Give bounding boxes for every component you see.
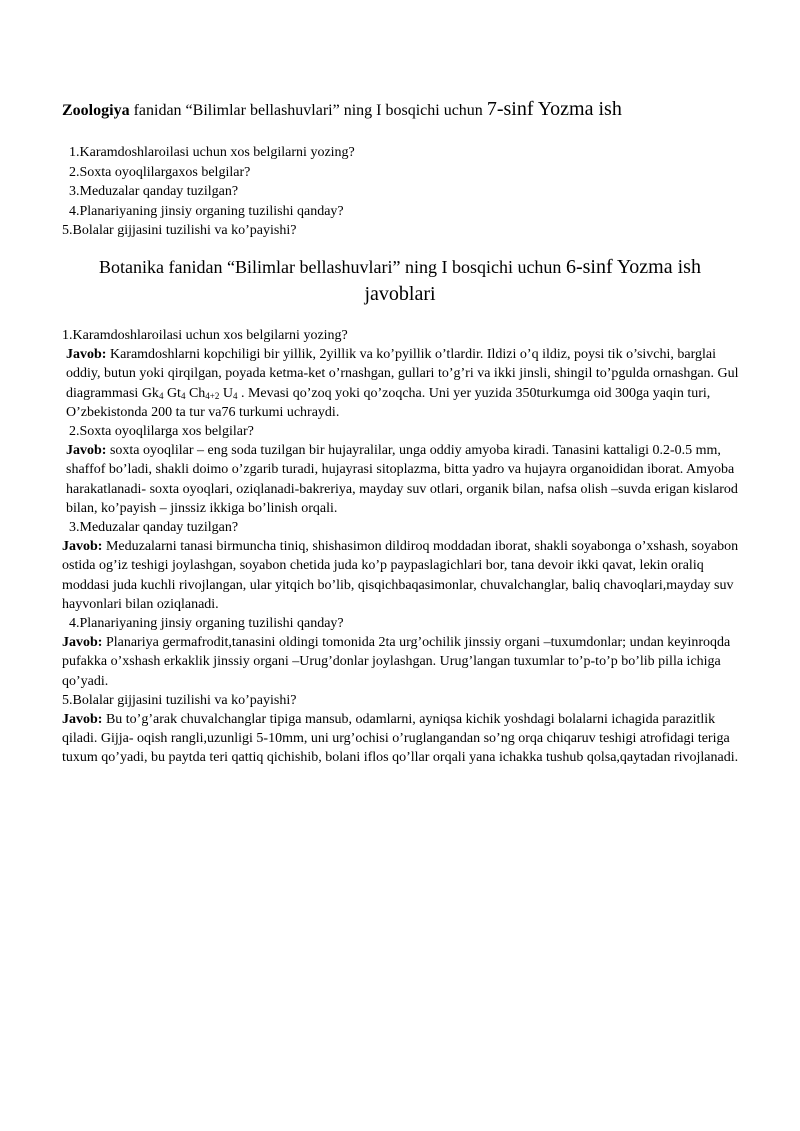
title-text: fanidan “Bilimlar bellashuvlari” ning I bosqichi uchun — [129, 102, 487, 119]
answer-text: soxta oyoqlilar – eng soda tuzilgan bir hujayralilar, unga oddiy amyoba kiradi. Tanasini kattaligi 0.2-0.5 mm, shaffof bo’ladi, shakli doimo o’zgarib turadi, hujayrasi sitoplazma, bitta yadro va hujayra organoididan iborat. Amyoba harakatlanadi- soxta oyoqlari, oziqlanadi-bakreriya, mayday suv otlari, organik bilan, nafsa olish –suvda erigan kislarod bilan, ko’payish – jinssiz ikkiga bo’linish orqali. — [66, 443, 738, 516]
answer-paragraph — [62, 441, 742, 518]
question-list — [62, 143, 355, 241]
answers-title-text: Botanika fanidan “Bilimlar bellashuvlari” ning I bosqichi uchun — [99, 257, 566, 277]
javob-label: Javob: — [66, 443, 107, 459]
answers-body — [62, 326, 742, 768]
answers-title — [62, 254, 738, 308]
answer-question: 1.Karamdoshlaroilasi uchun xos belgilarni yozing? — [62, 328, 348, 343]
answers-title-subtitle: javoblari — [364, 283, 436, 305]
javob-label: Javob: — [62, 539, 103, 555]
question-item: 2.Soxta oyoqlilargaxos belgilar? — [69, 164, 251, 180]
answer-paragraph — [62, 710, 742, 768]
answer-text: . Mevasi qo’zoq yoki qo’zoqcha. Uni yer yuzida 350turkumga oid 300ga yaqin turi, O’zbekistonda 200 ta tur va76 turkumi uchraydi. — [66, 385, 711, 420]
answer-text: Planariya germafrodit,tanasini oldingi tomonida 2ta urg’ochilik jinssiy organi –tuxumdonlar; undan keyinroqda pufakka o’xshash erkaklik jinssiy organi –Urug’donlar joylashgan. Urug’langan tuxumlar to’p-to’p bo’lib pilla ichiga qo’yadi. — [62, 635, 731, 689]
javob-label: Javob: — [62, 712, 103, 728]
question-item: 1.Karamdoshlaroilasi uchun xos belgilarni yozing? — [69, 145, 355, 160]
answer-paragraph — [62, 537, 742, 614]
answer-text: Karamdoshlarni kopchiligi bir yillik, 2yillik va ko’pyillik o’tlardir. Ildizi o’q ildiz, poysi tik o’sivchi, barglai oddiy, butun yoki qirqilgan, poyada ketma-ket o’rnashgan, gullari to’g’ri va ikki jinsli, shingil to’pgulda ornashgan. Gul diagrammasi — [66, 347, 739, 401]
answer-question: 2.Soxta oyoqlilarga xos belgilar? — [69, 424, 254, 440]
answer-paragraph — [62, 345, 742, 422]
title-bold-word: Zoologiya — [62, 102, 130, 119]
title-grade: 7-sinf Yozma ish — [486, 98, 622, 120]
answer-question: 5.Bolalar gijjasini tuzilishi va ko’payishi? — [62, 692, 297, 708]
answer-text: Meduzalarni tanasi birmuncha tiniq, shishasimon dildiroq moddadan iborat, shakli soyabonga o’xshash, soyabon ostida og’iz teshigi joylashgan, soyabon chetida juda ko’p paypaslagichlari bor, tana devoir ikki qavat, lekin oraliq moddasi juda kuchli rivojlangan, ular yitqich bo’lib, qisqichbaqasimonlar, chuvalchanglar, baliq chavoqlari,mayday suv hayvonlari bilan oziqlanadi. — [62, 539, 739, 612]
answer-question: 3.Meduzalar qanday tuzilgan? — [69, 520, 239, 536]
question-item: 4.Planariyaning jinsiy organing tuzilishi qanday? — [69, 203, 344, 219]
zoology-title — [62, 98, 622, 121]
question-item: 3.Meduzalar qanday tuzilgan? — [69, 184, 239, 200]
answers-title-grade: 6-sinf Yozma ish — [565, 256, 701, 278]
javob-label: Javob: — [62, 635, 103, 651]
answer-text: Bu to’g’arak chuvalchanglar tipiga mansub, odamlarni, ayniqsa kichik yoshdagi bolalarni ichagida parazitlik qiladi. Gijja- oqish rangli,uzunligi 5-10mm, uni urg’ochisi o’ruglangandan so’ng orqa chiqaruv teshigi atrofidagi teriga tuxum qo’yadi, bu paytda teri qattiq qichishib, bolani iflos qo’llar orqali yana ichakka tushub qolsa,qaytadan rivojlanadi. — [62, 712, 739, 766]
answer-paragraph — [62, 633, 742, 691]
flower-formula: $Gk_4$ $Gt_4$ $Ch_{4+2}$ $U_4$ — [141, 385, 238, 401]
javob-label: Javob: — [66, 347, 107, 363]
question-item: 5.Bolalar gijjasini tuzilishi va ko’payishi? — [62, 223, 297, 239]
answer-question: 4.Planariyaning jinsiy organing tuzilishi qanday? — [69, 616, 344, 632]
